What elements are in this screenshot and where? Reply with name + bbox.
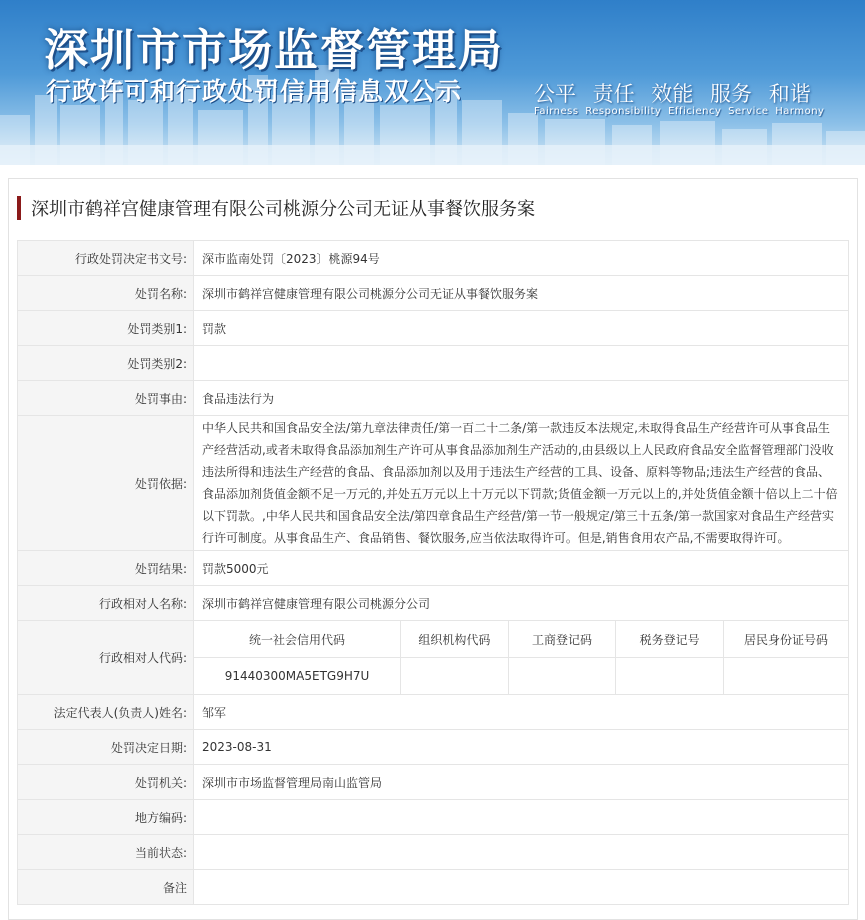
case-title: 深圳市鹤祥宫健康管理有限公司桃源分公司无证从事餐饮服务案 [31,199,535,220]
table-row [18,311,849,346]
value-region-code [194,800,849,835]
value-current-status [194,835,849,870]
header-id-card-no: 居民身份证号码 [724,621,849,658]
value-remark [194,870,849,905]
label-party-code: 行政相对人代码: [18,621,194,695]
label-doc-no: 行政处罚决定书文号: [18,241,194,276]
case-detail-panel [8,178,858,920]
table-row [18,586,849,621]
label-party-name: 行政相对人名称: [18,586,194,621]
table-row [18,551,849,586]
banner-title: 深圳市市场监督管理局 [44,25,504,76]
value-penalty-reason: 食品违法行为 [194,381,849,416]
banner-subtitle: 行政许可和行政处罚信用信息双公示 [46,77,463,106]
label-penalty-result: 处罚结果: [18,551,194,586]
heading-accent-bar [17,196,21,220]
label-current-status: 当前状态: [18,835,194,870]
header-business-reg-code: 工商登记码 [508,621,616,658]
party-code-value-row [194,658,848,695]
table-row [18,695,849,730]
value-org-code [401,658,509,695]
label-penalty-name: 处罚名称: [18,276,194,311]
value-penalty-basis: 中华人民共和国食品安全法/第九章法律责任/第一百二十二条/第一款违反本法规定,未取得食品生产经营许可从事食品生产经营活动,或者未取得食品添加剂生产许可从事食品添加剂生产活动的,由县级以上人民政府食品安全监督管理部门没收违法所得和违法生产经营的食品、食品添加剂以及用于违法生产经营的工具、设备、原料等物品;违法生产经营的食品、食品添加剂货值金额不足一万元的,并处五万元以上十万元以下罚款;货值金额一万元以上的,并处货值金额十倍以上二十倍以下罚款。,中华人民共和国食品安全法/第四章食品生产经营/第一节一般规定/第三十五条/第一款国家对食品生产经营实行许可制度。从事食品生产、食品销售、餐饮服务,应当依法取得许可。但是,销售食用农产品,不需要取得许可。 [194,416,849,551]
banner-motto: 公平 责任 效能 服务 和谐 [534,82,811,106]
party-code-cell [194,621,849,695]
label-remark: 备注 [18,870,194,905]
value-decision-date: 2023-08-31 [194,730,849,765]
value-tax-reg-no [616,658,724,695]
value-penalty-name: 深圳市鹤祥宫健康管理有限公司桃源分公司无证从事餐饮服务案 [194,276,849,311]
value-id-card-no [724,658,849,695]
header-credit-code: 统一社会信用代码 [194,621,401,658]
label-authority: 处罚机关: [18,765,194,800]
value-legal-rep: 邹军 [194,695,849,730]
value-authority: 深圳市市场监督管理局南山监管局 [194,765,849,800]
case-info-table [17,240,849,905]
label-region-code: 地方编码: [18,800,194,835]
value-doc-no: 深市监南处罚〔2023〕桃源94号 [194,241,849,276]
label-legal-rep: 法定代表人(负责人)姓名: [18,695,194,730]
table-row [18,416,849,551]
banner-motto-english: Fairness Responsibility Efficiency Service Harmony [534,106,825,117]
value-penalty-result: 罚款5000元 [194,551,849,586]
case-heading [17,193,535,223]
label-penalty-reason: 处罚事由: [18,381,194,416]
table-row [18,241,849,276]
table-row [18,346,849,381]
label-penalty-type-2: 处罚类别2: [18,346,194,381]
header-org-code: 组织机构代码 [401,621,509,658]
table-row [18,835,849,870]
table-row [18,381,849,416]
value-penalty-type-2 [194,346,849,381]
value-business-reg-code [508,658,616,695]
header-tax-reg-no: 税务登记号 [616,621,724,658]
value-credit-code: 91440300MA5ETG9H7U [194,658,401,695]
label-decision-date: 处罚决定日期: [18,730,194,765]
header-banner [0,0,865,165]
value-party-name: 深圳市鹤祥宫健康管理有限公司桃源分公司 [194,586,849,621]
party-code-table [194,621,848,694]
value-penalty-type-1: 罚款 [194,311,849,346]
table-row [18,765,849,800]
label-penalty-basis: 处罚依据: [18,416,194,551]
label-penalty-type-1: 处罚类别1: [18,311,194,346]
table-row [18,870,849,905]
party-code-header-row [194,621,848,658]
table-row [18,730,849,765]
table-row [18,276,849,311]
table-row [18,800,849,835]
table-row [18,621,849,695]
